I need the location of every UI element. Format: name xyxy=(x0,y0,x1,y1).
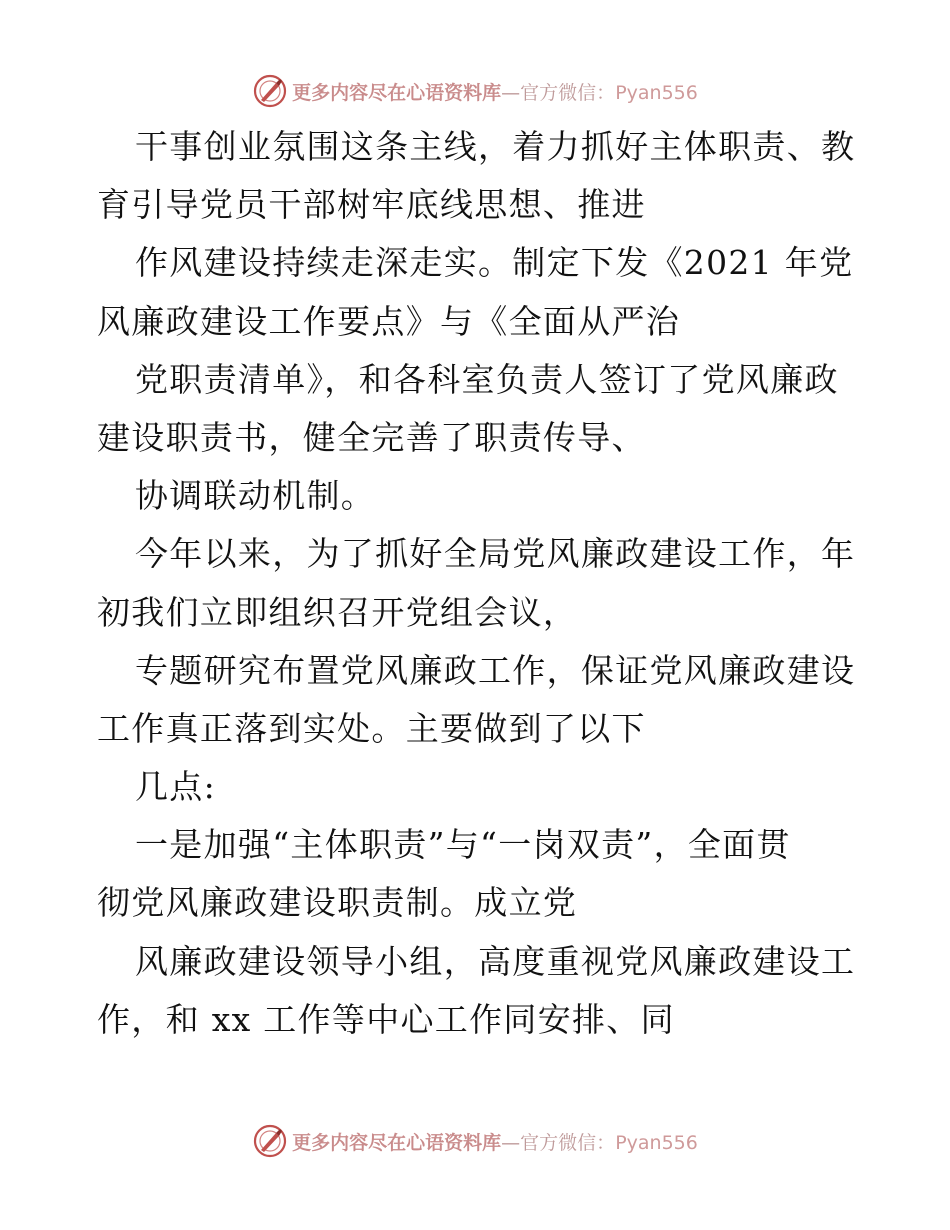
document-body xyxy=(97,118,857,1049)
footer-watermark xyxy=(0,1121,950,1161)
watermark-dash: — xyxy=(501,1131,521,1154)
text-line: 工作真正落到实处。主要做到了以下 xyxy=(97,708,646,748)
text-line: 作风建设持续走深走实。制定下发《2021 年党 xyxy=(135,243,854,283)
quill-logo-icon xyxy=(252,1123,288,1159)
text-line: 风廉政建设工作要点》与《全面从严治 xyxy=(97,301,681,341)
text-line: 作，和 xx 工作等中心工作同安排、同 xyxy=(97,999,675,1039)
text-line: 风廉政建设领导小组，高度重视党风廉政建设工 xyxy=(135,941,856,981)
text-line: 初我们立即组织召开党组会议， xyxy=(97,592,578,632)
text-line: 干事创业氛围这条主线，着力抓好主体职责、教 xyxy=(135,127,856,166)
watermark-brand: 更多内容尽在心语资料库 xyxy=(292,81,502,104)
quill-logo-icon xyxy=(252,73,288,109)
watermark-wechat-id: Pyan556 xyxy=(615,81,698,104)
watermark-suffix: 官方微信： xyxy=(520,81,616,104)
header-watermark xyxy=(0,71,950,111)
watermark-dash: — xyxy=(501,81,521,104)
watermark-wechat-id: Pyan556 xyxy=(615,1131,698,1154)
text-line: 协调联动机制。 xyxy=(135,476,376,516)
text-line: 今年以来，为了抓好全局党风廉政建设工作，年 xyxy=(135,534,856,574)
text-line: 一是加强“主体职责”与“一岗双责”，全面贯 xyxy=(135,825,791,865)
text-line: 建设职责书，健全完善了职责传导、 xyxy=(97,417,646,457)
text-line: 专题研究布置党风廉政工作，保证党风廉政建设 xyxy=(135,650,856,690)
text-line: 育引导党员干部树牢底线思想、推进 xyxy=(97,185,646,225)
text-line: 党职责清单》，和各科室负责人签订了党风廉政 xyxy=(135,359,839,399)
watermark-text xyxy=(292,1128,698,1155)
text-line: 几点: xyxy=(135,767,217,807)
watermark-suffix: 官方微信： xyxy=(520,1131,616,1154)
watermark-brand: 更多内容尽在心语资料库 xyxy=(292,1131,502,1154)
text-line: 彻党风廉政建设职责制。成立党 xyxy=(97,883,578,923)
watermark-text xyxy=(292,78,698,105)
